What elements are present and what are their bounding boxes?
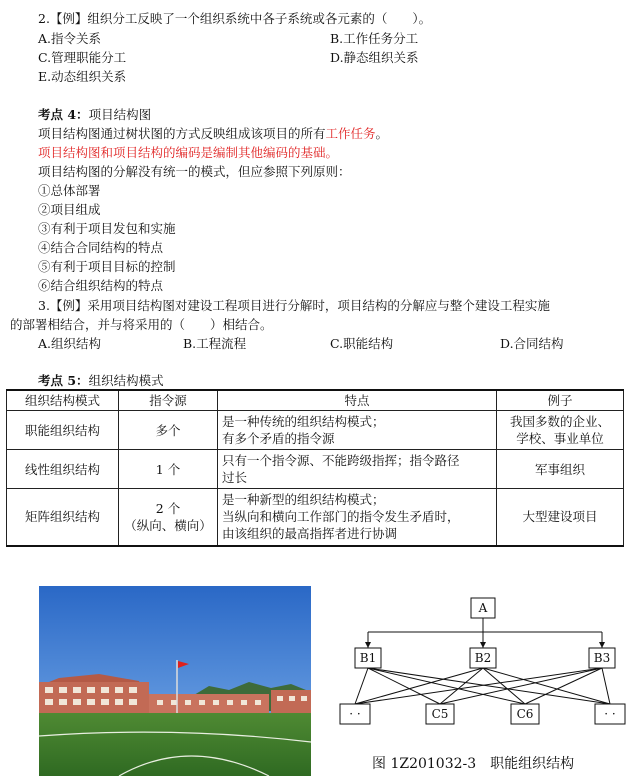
q2-option-a: A.指令关系 (38, 31, 102, 46)
feature-line: 只有一个指令源、不能跨级指挥；指令路径 (222, 453, 460, 468)
principle-item: ①总体部署 (38, 183, 101, 198)
principle-item: ②项目组成 (38, 202, 101, 217)
school-photo (39, 586, 311, 776)
q2-option-b: B.工作任务分工 (330, 31, 419, 46)
row-example: 大型建设项目 (497, 489, 624, 546)
point4-line1-highlight: 工作任务 (325, 126, 376, 141)
row-features (218, 489, 497, 546)
point4-title: 项目结构图 (88, 107, 152, 122)
building-middle (149, 694, 269, 714)
node-c-right-label: · · (604, 707, 616, 721)
org-structure-table (6, 389, 624, 547)
node-c6-label: C6 (516, 707, 534, 721)
row-features (218, 411, 497, 450)
feature-line: 是一种传统的组织结构模式； (222, 414, 385, 429)
field (39, 713, 311, 776)
point5-title: 组织结构模式 (88, 373, 164, 388)
table-row (7, 411, 624, 450)
example-line: 我国多数的企业、 (509, 414, 610, 429)
node-c5-label: C5 (431, 707, 449, 721)
q2-option-e: E.动态组织关系 (38, 69, 127, 84)
building-left-wall (39, 682, 149, 714)
table-row (7, 450, 624, 489)
table-header: 指令源 (119, 390, 218, 411)
node-b2-label: B2 (474, 651, 492, 665)
table-header: 组织结构模式 (7, 390, 119, 411)
principle-item: ③有利于项目发包和实施 (38, 221, 176, 236)
node-b3-label: B3 (593, 651, 611, 665)
feature-line: 当纵向和横向工作部门的指令发生矛盾时， (222, 509, 460, 525)
point5-label: 考点 5： (38, 373, 89, 388)
row-mode: 线性组织结构 (7, 450, 119, 489)
table-header: 特点 (218, 390, 497, 411)
q3-stem-line2: 的部署相结合，并与将采用的（ ）相结合。 (10, 317, 273, 332)
source-count: 2 个 (155, 500, 181, 516)
point4-label: 考点 4： (38, 107, 89, 122)
q3-option-c: C.职能结构 (330, 336, 394, 351)
point4-line1-end: 。 (375, 126, 389, 141)
principle-item: ④结合合同结构的特点 (38, 240, 164, 255)
principle-item: ⑤有利于项目目标的控制 (38, 259, 176, 274)
feature-line: 有多个矛盾的指令源 (222, 431, 335, 446)
point5-heading (38, 371, 164, 389)
table-row (7, 489, 624, 546)
point4-line1 (38, 124, 388, 142)
row-mode: 矩阵组织结构 (7, 489, 119, 546)
building-right (271, 690, 311, 714)
row-features (218, 450, 497, 489)
feature-line: 由该组织的最高指挥者进行协调 (222, 526, 398, 542)
q3-option-a: A.组织结构 (38, 336, 102, 351)
q3-option-b: B.工程流程 (183, 336, 247, 351)
node-c-left-label: · · (349, 707, 361, 721)
row-example: 军事组织 (497, 450, 624, 489)
point4-line3: 项目结构图的分解没有统一的模式，但应参照下列原则： (38, 164, 351, 179)
feature-line: 是一种新型的组织结构模式； (222, 492, 385, 508)
q3-option-d: D.合同结构 (500, 336, 564, 351)
node-b1-label: B1 (359, 651, 377, 665)
q3-stem-line1: 3.【例】采用项目结构图对建设工程项目进行分解时，项目结构的分解应与整个建设工程实施 (38, 298, 550, 313)
row-mode: 职能组织结构 (7, 411, 119, 450)
q2-stem: 2.【例】组织分工反映了一个组织系统中各子系统或各元素的（ ）。 (38, 11, 432, 26)
point4-line1-text: 项目结构图通过树状图的方式反映组成该项目的所有 (38, 126, 326, 141)
table-header-row (7, 390, 624, 411)
diagram-caption: 图 1Z201032-3 职能组织结构 (372, 756, 575, 772)
feature-line: 过长 (222, 470, 248, 485)
node-a-label: A (478, 601, 488, 615)
row-example (497, 411, 624, 450)
point4-heading (38, 105, 151, 123)
principle-item: ⑥结合组织结构的特点 (38, 278, 164, 293)
row-source: 1 个 (119, 450, 218, 489)
example-line: 学校、事业单位 (516, 431, 604, 446)
table-header: 例子 (497, 390, 624, 411)
q2-option-d: D.静态组织关系 (330, 50, 419, 65)
org-diagram (335, 590, 631, 750)
row-source (119, 489, 218, 546)
point4-line2: 项目结构图和项目结构的编码是编制其他编码的基础。 (38, 145, 339, 160)
arrowheads (365, 642, 605, 648)
row-source: 多个 (119, 411, 218, 450)
q2-option-c: C.管理职能分工 (38, 50, 127, 65)
source-detail: （纵向、横向） (124, 517, 212, 533)
